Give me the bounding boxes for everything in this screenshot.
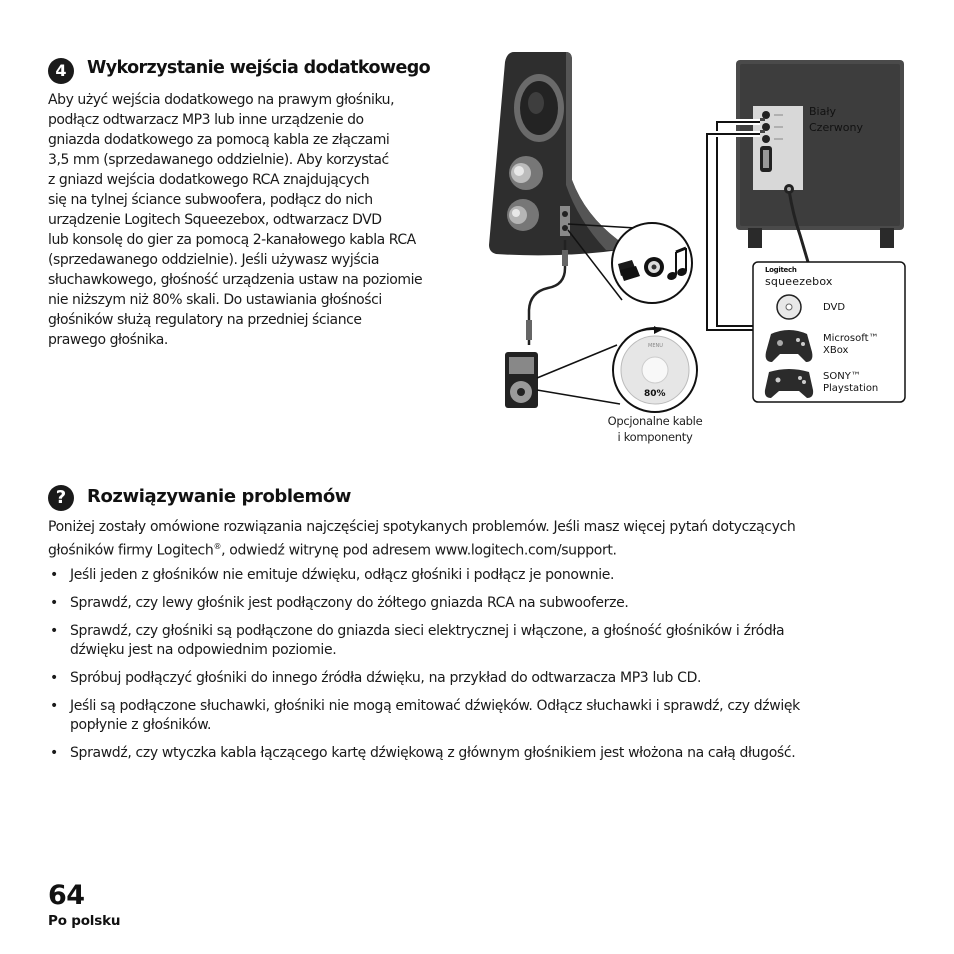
aux-input-instructions [48,90,468,350]
list-item [48,669,878,688]
xbox-label-line2: XBox [823,345,849,356]
ipod-menu-label: MENU [648,343,663,349]
intro-line: Aby użyć wejścia dodatkowego na prawym głośniku, [48,92,395,108]
list-item [48,622,878,660]
list-item-text: • Spróbuj podłączyć głośniki do innego źródła dźwięku, na przykład do odtwarzacza MP3 lub CD. [70,670,702,686]
caption-line: i komponenty [617,430,693,444]
lead-line: Poniżej zostały omówione rozwiązania najczęściej spotykanych problemów. Jeśli masz więcej pytań dotyczących [48,519,796,535]
intro-line: podłącz odtwarzacz MP3 lub inne urządzenie do [48,112,364,128]
registered-mark: ® [213,542,222,551]
troubleshooting-intro [48,518,878,561]
dvd-label: DVD [823,302,846,313]
lead-text: głośników firmy Logitech [48,542,214,559]
list-item-text: • Sprawdź, czy głośniki są podłączone do gniazda sieci elektrycznej i włączone, a głośność głośników i źródła [70,623,785,639]
rca-red-label: Czerwony [809,121,863,134]
list-item [48,566,878,585]
volume-80-label: 80% [644,389,666,399]
list-item-text: • Sprawdź, czy wtyczka kabla łączącego kartę dźwiękową z głównym głośnikiem jest włożona na całą długość. [70,745,796,761]
page-number: 64 [48,880,85,911]
intro-line: (sprzedawanego oddzielnie). Jeśli używasz wyjścia [48,252,379,268]
list-item-text: • Jeśli są podłączone słuchawki, głośniki nie mogą emitować dźwięków. Odłącz słuchawki i sprawdź, czy dźwięk [70,698,800,714]
playstation-label-line2: Playstation [823,383,879,394]
intro-line: słuchawkowego, głośność urządzenia ustaw na poziomie [48,272,423,288]
intro-line: się na tylnej ściance subwoofera, podłącz do nich [48,192,373,208]
list-item-text: • Jeśli jeden z głośników nie emituje dźwięku, odłącz głośniki i podłącz je ponownie. [70,567,615,583]
playstation-label-line1: SONY™ [823,371,861,382]
intro-line: urządzenie Logitech Squeezebox, odtwarzacz DVD [48,212,382,228]
mp3-player-illustration [505,352,538,408]
language-label: Po polsku [48,913,121,929]
caption-line: Opcjonalne kable [607,414,703,428]
right-speaker-illustration [489,52,620,255]
intro-line: lub konsolę do gier za pomocą 2-kanałowego kabla RCA [48,232,416,248]
list-item-text: dźwięku jest na odpowiednim poziomie. [70,642,337,658]
lead-line [48,537,878,561]
lead-text: , odwiedź witrynę pod adresem www.logitech.com/support. [221,542,617,559]
intro-line: nie niższym niż 80% skali. Do ustawiania głośności [48,292,382,308]
section-heading-troubleshooting: Rozwiązywanie problemów [87,486,352,507]
optional-components-caption [585,413,725,445]
list-item-text: popłynie z głośników. [70,717,212,733]
question-mark-icon: ? [48,485,74,511]
connection-diagram [480,40,920,460]
intro-line: prawego głośnika. [48,332,168,348]
step-number-badge: 4 [48,58,74,84]
rca-white-label: Biały [809,105,836,118]
volume-wheel-callout [537,326,697,412]
intro-line: głośników służą regulatory na przedniej ściance [48,312,362,328]
intro-line: 3,5 mm (sprzedawanego oddzielnie). Aby korzystać [48,152,389,168]
squeezebox-logo: squeezebox [765,275,833,288]
list-item [48,697,878,735]
dvd-disc-icon [777,295,801,319]
subwoofer-illustration [736,60,904,248]
xbox-label-line1: Microsoft™ [823,333,879,344]
troubleshooting-list [48,566,878,772]
logitech-logo: Logitech [765,266,797,274]
list-item [48,744,878,763]
list-item-text: • Sprawdź, czy lewy głośnik jest podłączony do żółtego gniazda RCA na subwooferze. [70,595,629,611]
list-item [48,594,878,613]
section-heading-aux-input: Wykorzystanie wejścia dodatkowego [87,58,431,78]
intro-line: z gniazd wejścia dodatkowego RCA znajdujących [48,172,370,188]
intro-line: gniazda dodatkowego za pomocą kabla ze złączami [48,132,390,148]
